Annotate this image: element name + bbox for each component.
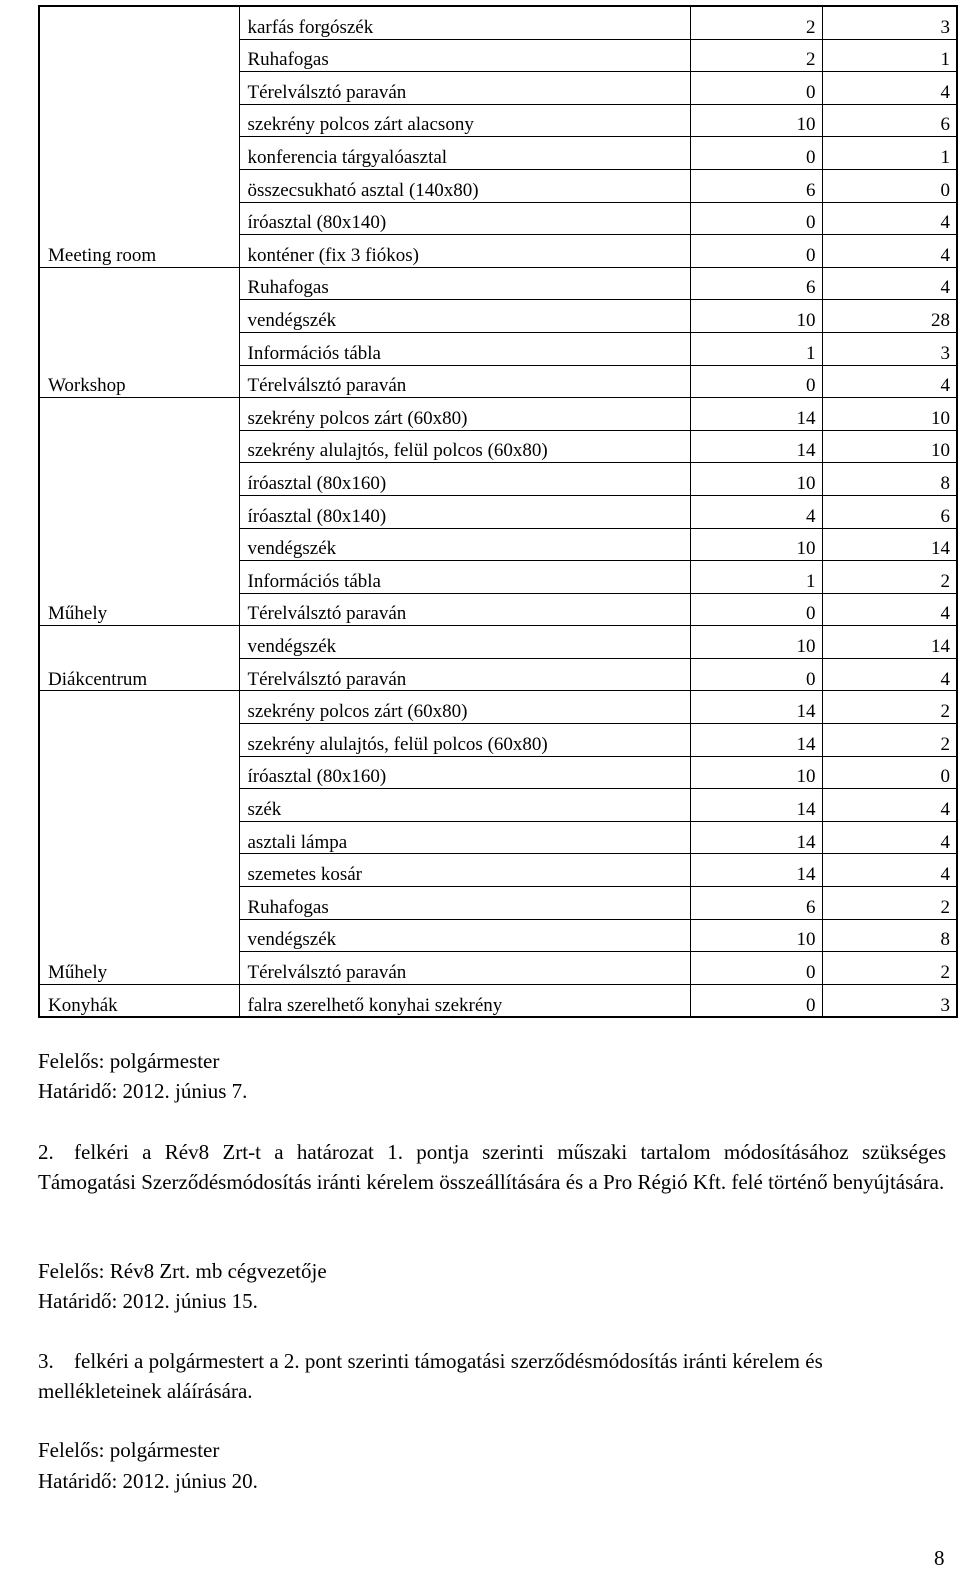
- table-row: [39, 691, 957, 724]
- quantity-2-cell: 3: [822, 984, 957, 1017]
- table-row: [39, 300, 957, 333]
- quantity-1-cell: 6: [690, 267, 822, 300]
- table-row: [39, 919, 957, 952]
- quantity-2-cell: 14: [822, 626, 957, 659]
- quantity-1-cell: 6: [690, 169, 822, 202]
- item-cell: íróasztal (80x160): [239, 756, 690, 789]
- room-cell: [39, 463, 239, 496]
- quantity-2-cell: 3: [822, 6, 957, 39]
- deadline-1: Határidő: 2012. június 7.: [38, 1079, 248, 1103]
- item-cell: Térelválsztó paraván: [239, 72, 690, 105]
- item-cell: vendégszék: [239, 528, 690, 561]
- room-cell: [39, 691, 239, 724]
- quantity-1-cell: 10: [690, 104, 822, 137]
- quantity-2-cell: 2: [822, 952, 957, 985]
- quantity-1-cell: 2: [690, 6, 822, 39]
- quantity-1-cell: 1: [690, 561, 822, 594]
- item-cell: asztali lámpa: [239, 821, 690, 854]
- table-row: [39, 528, 957, 561]
- item-cell: Ruhafogas: [239, 887, 690, 920]
- room-cell: [39, 495, 239, 528]
- item-cell: Információs tábla: [239, 561, 690, 594]
- table-row: [39, 952, 957, 985]
- table-row: [39, 137, 957, 170]
- room-cell: [39, 267, 239, 300]
- item-cell: szekrény alulajtós, felül polcos (60x80): [239, 430, 690, 463]
- table-row: [39, 202, 957, 235]
- room-cell: [39, 919, 239, 952]
- item-cell: összecsukható asztal (140x80): [239, 169, 690, 202]
- quantity-2-cell: 1: [822, 137, 957, 170]
- item-cell: falra szerelhető konyhai szekrény: [239, 984, 690, 1017]
- quantity-1-cell: 0: [690, 593, 822, 626]
- table-row: [39, 463, 957, 496]
- quantity-2-cell: 4: [822, 365, 957, 398]
- quantity-1-cell: 10: [690, 756, 822, 789]
- room-cell: [39, 528, 239, 561]
- item-2-text: felkéri a Rév8 Zrt-t a határozat 1. pontja szerinti műszaki tartalom módosításához szükséges Támogatási Szerződésmódosítás iránti kérelem összeállítására és a Pro Régió Kft. felé történő benyújtására.: [38, 1140, 946, 1194]
- quantity-2-cell: 4: [822, 854, 957, 887]
- item-cell: Térelválsztó paraván: [239, 365, 690, 398]
- table-row: [39, 724, 957, 757]
- item-cell: szék: [239, 789, 690, 822]
- quantity-2-cell: 8: [822, 463, 957, 496]
- item-cell: konténer (fix 3 fiókos): [239, 235, 690, 268]
- item-cell: szemetes kosár: [239, 854, 690, 887]
- quantity-2-cell: 8: [822, 919, 957, 952]
- table-row: [39, 756, 957, 789]
- room-cell: [39, 756, 239, 789]
- item-cell: Ruhafogas: [239, 267, 690, 300]
- room-cell: Diákcentrum: [39, 658, 239, 691]
- room-cell: Konyhák: [39, 984, 239, 1017]
- quantity-1-cell: 0: [690, 952, 822, 985]
- quantity-1-cell: 14: [690, 398, 822, 431]
- quantity-1-cell: 14: [690, 854, 822, 887]
- quantity-1-cell: 14: [690, 789, 822, 822]
- quantity-1-cell: 6: [690, 887, 822, 920]
- table-row: [39, 332, 957, 365]
- quantity-1-cell: 14: [690, 724, 822, 757]
- quantity-1-cell: 14: [690, 430, 822, 463]
- page-number: 8: [934, 1546, 945, 1570]
- item-cell: szekrény alulajtós, felül polcos (60x80): [239, 724, 690, 757]
- table-row: [39, 430, 957, 463]
- room-cell: [39, 332, 239, 365]
- room-cell: [39, 398, 239, 431]
- quantity-1-cell: 10: [690, 463, 822, 496]
- table-row: [39, 235, 957, 268]
- quantity-1-cell: 10: [690, 919, 822, 952]
- table-row: [39, 267, 957, 300]
- quantity-2-cell: 4: [822, 72, 957, 105]
- quantity-2-cell: 3: [822, 332, 957, 365]
- room-cell: [39, 854, 239, 887]
- responsible-1: Felelős: polgármester: [38, 1049, 220, 1073]
- table-row: [39, 821, 957, 854]
- quantity-2-cell: 28: [822, 300, 957, 333]
- table-row: [39, 593, 957, 626]
- item-cell: vendégszék: [239, 300, 690, 333]
- furniture-table: [38, 5, 958, 1018]
- quantity-2-cell: 14: [822, 528, 957, 561]
- item-cell: Térelválsztó paraván: [239, 593, 690, 626]
- quantity-2-cell: 4: [822, 789, 957, 822]
- room-cell: [39, 72, 239, 105]
- item-cell: Információs tábla: [239, 332, 690, 365]
- quantity-2-cell: 4: [822, 821, 957, 854]
- quantity-1-cell: 14: [690, 691, 822, 724]
- room-cell: [39, 430, 239, 463]
- item-cell: Térelválsztó paraván: [239, 658, 690, 691]
- quantity-2-cell: 4: [822, 202, 957, 235]
- quantity-2-cell: 0: [822, 756, 957, 789]
- table-row: [39, 39, 957, 72]
- room-cell: [39, 39, 239, 72]
- item-3-number: 3.: [38, 1349, 54, 1373]
- quantity-1-cell: 0: [690, 137, 822, 170]
- table-row: [39, 365, 957, 398]
- responsible-2: Felelős: Rév8 Zrt. mb cégvezetője: [38, 1259, 327, 1283]
- table-row: [39, 561, 957, 594]
- item-cell: Térelválsztó paraván: [239, 952, 690, 985]
- room-cell: Műhely: [39, 952, 239, 985]
- room-cell: [39, 6, 239, 39]
- room-cell: [39, 626, 239, 659]
- room-cell: [39, 561, 239, 594]
- table-row: [39, 495, 957, 528]
- room-cell: [39, 104, 239, 137]
- room-cell: [39, 724, 239, 757]
- item-2-number: 2.: [38, 1140, 54, 1164]
- resolution-item-2: [38, 1137, 946, 1194]
- quantity-2-cell: 6: [822, 495, 957, 528]
- deadline-3: Határidő: 2012. június 20.: [38, 1469, 258, 1493]
- table-row: [39, 626, 957, 659]
- item-cell: szekrény polcos zárt alacsony: [239, 104, 690, 137]
- room-cell: [39, 821, 239, 854]
- quantity-2-cell: 0: [822, 169, 957, 202]
- table-row: [39, 169, 957, 202]
- quantity-2-cell: 10: [822, 398, 957, 431]
- room-cell: Meeting room: [39, 235, 239, 268]
- item-cell: íróasztal (80x140): [239, 495, 690, 528]
- quantity-1-cell: 0: [690, 72, 822, 105]
- item-cell: vendégszék: [239, 919, 690, 952]
- quantity-2-cell: 4: [822, 658, 957, 691]
- quantity-1-cell: 10: [690, 626, 822, 659]
- quantity-2-cell: 2: [822, 561, 957, 594]
- table-row: [39, 398, 957, 431]
- quantity-2-cell: 4: [822, 593, 957, 626]
- table-row: [39, 658, 957, 691]
- quantity-2-cell: 1: [822, 39, 957, 72]
- quantity-2-cell: 2: [822, 724, 957, 757]
- quantity-1-cell: 10: [690, 300, 822, 333]
- quantity-1-cell: 14: [690, 821, 822, 854]
- quantity-2-cell: 4: [822, 235, 957, 268]
- table-row: [39, 72, 957, 105]
- responsible-3: Felelős: polgármester: [38, 1438, 220, 1462]
- room-cell: Workshop: [39, 365, 239, 398]
- item-cell: konferencia tárgyalóasztal: [239, 137, 690, 170]
- room-cell: [39, 887, 239, 920]
- quantity-1-cell: 0: [690, 984, 822, 1017]
- table-row: [39, 6, 957, 39]
- quantity-1-cell: 0: [690, 658, 822, 691]
- table-row: [39, 104, 957, 137]
- quantity-1-cell: 0: [690, 235, 822, 268]
- quantity-1-cell: 4: [690, 495, 822, 528]
- quantity-2-cell: 6: [822, 104, 957, 137]
- item-cell: Ruhafogas: [239, 39, 690, 72]
- room-cell: [39, 137, 239, 170]
- quantity-1-cell: 1: [690, 332, 822, 365]
- table-row: [39, 984, 957, 1017]
- quantity-1-cell: 0: [690, 365, 822, 398]
- quantity-1-cell: 0: [690, 202, 822, 235]
- item-cell: íróasztal (80x140): [239, 202, 690, 235]
- item-cell: szekrény polcos zárt (60x80): [239, 691, 690, 724]
- table-row: [39, 887, 957, 920]
- quantity-1-cell: 2: [690, 39, 822, 72]
- room-cell: [39, 300, 239, 333]
- deadline-2: Határidő: 2012. június 15.: [38, 1289, 258, 1313]
- table-body: [39, 6, 957, 1017]
- item-cell: íróasztal (80x160): [239, 463, 690, 496]
- item-3-text: felkéri a polgármestert a 2. pont szerinti támogatási szerződésmódosítás iránti kérelem és mellékleteinek aláírására.: [38, 1349, 823, 1403]
- table-row: [39, 854, 957, 887]
- room-cell: [39, 202, 239, 235]
- quantity-1-cell: 10: [690, 528, 822, 561]
- quantity-2-cell: 4: [822, 267, 957, 300]
- room-cell: Műhely: [39, 593, 239, 626]
- item-cell: vendégszék: [239, 626, 690, 659]
- item-cell: szekrény polcos zárt (60x80): [239, 398, 690, 431]
- room-cell: [39, 169, 239, 202]
- table-row: [39, 789, 957, 822]
- quantity-2-cell: 10: [822, 430, 957, 463]
- quantity-2-cell: 2: [822, 887, 957, 920]
- quantity-2-cell: 2: [822, 691, 957, 724]
- room-cell: [39, 789, 239, 822]
- item-cell: karfás forgószék: [239, 6, 690, 39]
